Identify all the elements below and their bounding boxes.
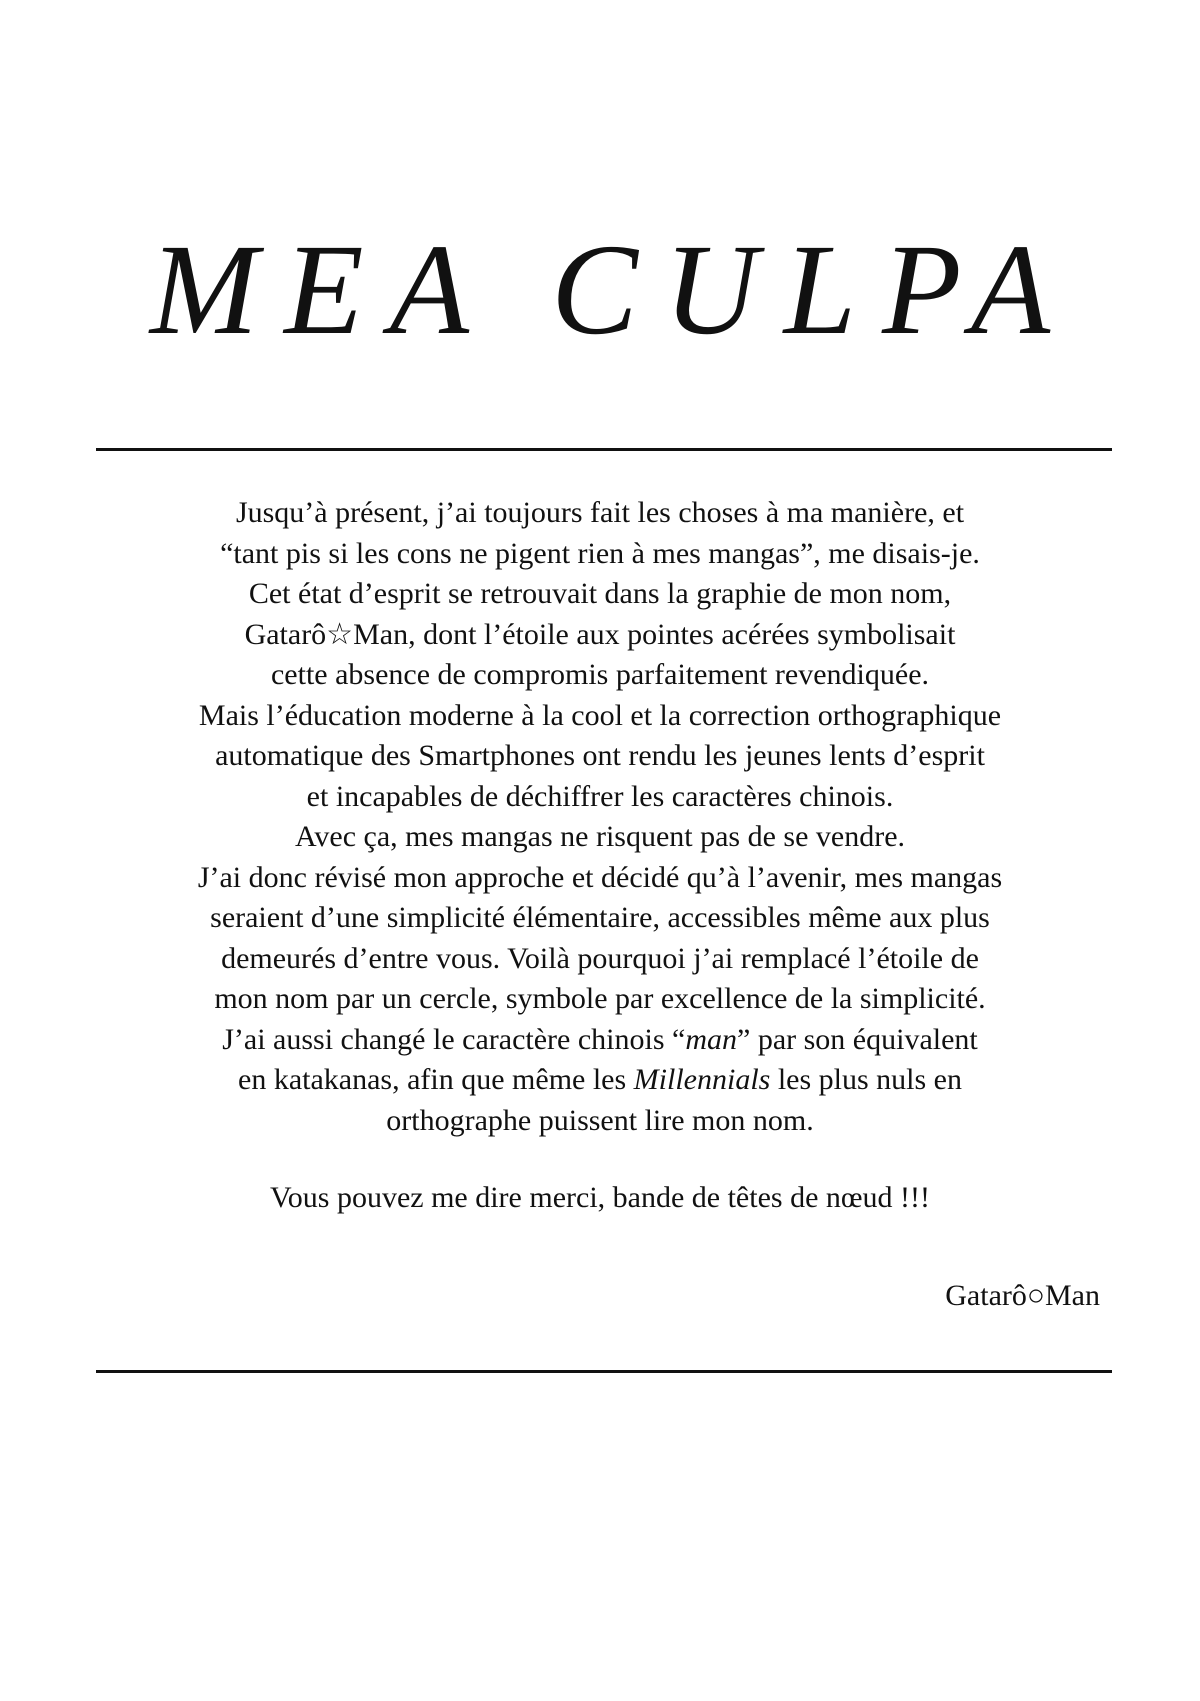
paragraph-line: et incapables de déchiffrer les caractères chinois. bbox=[306, 779, 894, 813]
paragraph-line: Avec ça, mes mangas ne risquent pas de se vendre. bbox=[294, 820, 906, 853]
paragraph-line: J’ai donc révisé mon approche et décidé qu’à l’avenir, mes mangas bbox=[197, 860, 1003, 894]
line-text: ” par son équivalent bbox=[737, 1022, 978, 1056]
paragraph-line: seraient d’une simplicité élémentaire, accessibles même aux plus bbox=[210, 901, 990, 934]
paragraph-line: demeurés d’entre vous. Voilà pourquoi j’ai remplacé l’étoile de bbox=[221, 941, 979, 975]
paragraph-line: Gatarô☆Man, dont l’étoile aux pointes acérées symbolisait bbox=[244, 617, 956, 651]
italic-word: Millennials bbox=[633, 1063, 771, 1096]
paragraph-line: mon nom par un cercle, symbole par excellence de la simplicité. bbox=[214, 982, 986, 1015]
line-text: J’ai aussi changé le caractère chinois “ bbox=[222, 1022, 686, 1056]
closing-line: Vous pouvez me dire merci, bande de têtes de nœud !!! bbox=[269, 1181, 931, 1214]
paragraph-line bbox=[100, 1020, 1100, 1061]
top-divider bbox=[96, 448, 1112, 451]
paragraph-line: Jusqu’à présent, j’ai toujours fait les choses à ma manière, et bbox=[235, 496, 965, 529]
line-text: en katakanas, afin que même les bbox=[238, 1063, 634, 1096]
paragraph-line: automatique des Smartphones ont rendu les jeunes lents d’esprit bbox=[215, 739, 985, 772]
paragraph-line: Cet état d’esprit se retrouvait dans la graphie de mon nom, bbox=[248, 577, 952, 610]
body-paragraph bbox=[100, 493, 1100, 1141]
italic-word: man bbox=[685, 1022, 738, 1056]
page-title: MEA CULPA bbox=[149, 218, 1077, 362]
paragraph-line bbox=[100, 1060, 1100, 1101]
signature: Gatarô○Man bbox=[945, 1279, 1100, 1312]
line-text: les plus nuls en bbox=[770, 1063, 962, 1096]
paragraph-line: “tant pis si les cons ne pigent rien à mes mangas”, me disais-je. bbox=[220, 536, 980, 570]
bottom-divider bbox=[96, 1370, 1112, 1373]
paragraph-line: cette absence de compromis parfaitement revendiquée. bbox=[270, 658, 930, 691]
paragraph-line: orthographe puissent lire mon nom. bbox=[386, 1103, 814, 1137]
paragraph-line: Mais l’éducation moderne à la cool et la correction orthographique bbox=[198, 698, 1002, 732]
